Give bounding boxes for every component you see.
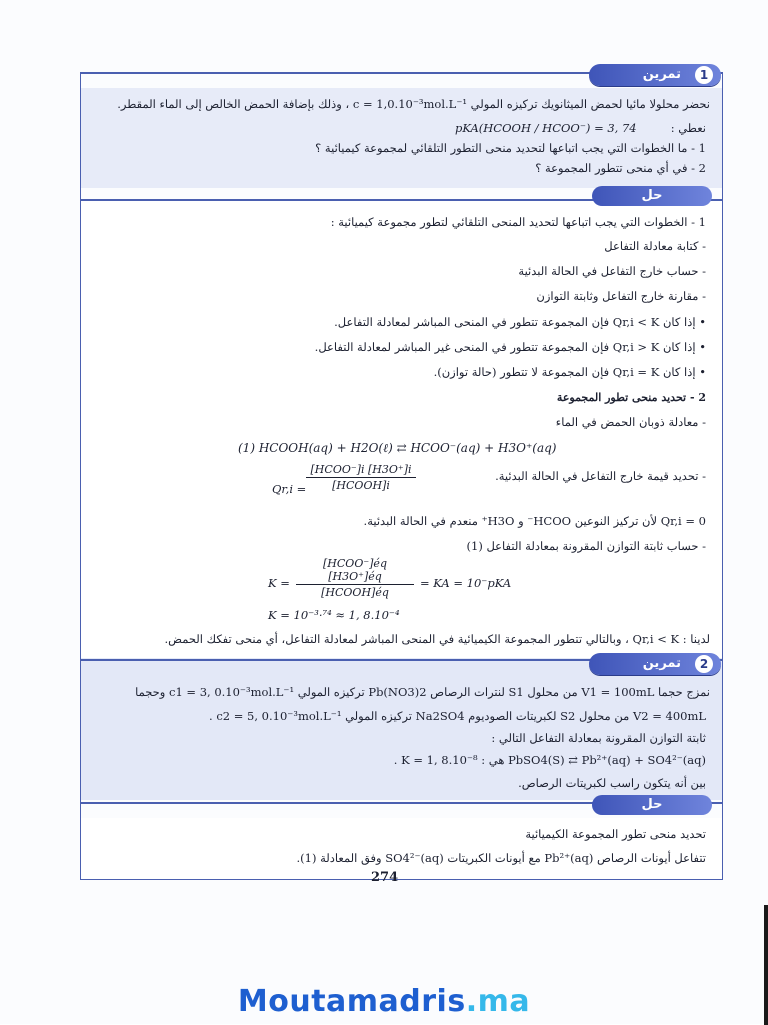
exercise-2-line-5: بين أنه يتكون راسب لكبريتات الرصاص. [518, 776, 706, 790]
exercise-2-badge [589, 653, 721, 675]
solution-2-line-2: تتفاعل أيونات الرصاص Pb²⁺(aq) مع أيونات الكبريتات SO4²⁻(aq) وفق المعادلة (1). [296, 851, 706, 865]
solution-1-line-10: - تحديد قيمة خارج التفاعل في الحالة البدئية. [495, 469, 706, 483]
exercise-1-line-2: نعطي : [670, 121, 706, 135]
solution-1-line-4: - مقارنة خارج التفاعل وثابتة التوازن [536, 289, 706, 303]
exercise-1-given-formula: pKA(HCOOH / HCOO⁻) = 3, 74 [455, 121, 637, 135]
page-number-rule-left [96, 879, 371, 880]
k-value: K = 10⁻³·⁷⁴ ≈ 1, 8.10⁻⁴ [268, 608, 400, 622]
solution-1-line-12: - حساب ثابتة التوازن المقرونة بمعادلة التفاعل (1) [466, 539, 706, 553]
solution-1-conclusion: لدينا : Qr,i < K ، وبالتالي تتطور المجموعة الكيميائية في المنحى المباشر لمعادلة التفاعل، أي منحى تفكك الحمض. [164, 632, 710, 646]
q-initial-denominator: [HCOOH]i [332, 479, 390, 492]
exercise-2-line-3: ثابتة التوازن المقرونة بمعادلة التفاعل التالي : [491, 731, 706, 745]
solution-1-label [592, 186, 712, 206]
exercise-2-number: 2 [695, 655, 713, 673]
solution-2-label-text: حل [641, 797, 663, 812]
solution-1-line-5: • إذا كان Qr,i < K فإن المجموعة تتطور في المنحى المباشر لمعادلة التفاعل. [334, 315, 706, 329]
q-initial-numerator: [HCOO⁻]i [H3O⁺]i [310, 463, 412, 476]
solution-1-label-text: حل [641, 188, 663, 203]
brand-main: Moutamadris [237, 984, 466, 1019]
solution-1-line-11: Qr,i = 0 لأن تركيز النوعين HCOO⁻ و H3O⁺ منعدم في الحالة البدئية. [363, 514, 706, 528]
solution-2-label [592, 795, 712, 815]
solution-2-line-1: تحديد منحى تطور المجموعة الكيميائية [525, 827, 706, 841]
q-initial-lhs: Qr,i = [272, 482, 307, 496]
exercise-1-line-1: نحضر محلولا مائيا لحمض الميثانويك تركيزه المولي c = 1,0.10⁻³mol.L⁻¹ ، وذلك بإضافة الحمض الخالص إلى الماء المقطر. [117, 97, 710, 111]
solution-1-line-1: 1 - الخطوات التي يجب اتباعها لتحديد المنحى التلقائي لتطور مجموعة كيميائية : [330, 215, 706, 229]
solution-1-line-8: 2 - تحديد منحى تطور المجموعة [556, 391, 706, 404]
site-watermark [0, 984, 768, 1019]
solution-1-line-9: - معادلة ذوبان الحمض في الماء [555, 415, 706, 429]
exercise-2-line-2: V2 = 400mL من محلول S2 لكبريتات الصوديوم Na2SO4 تركيزه المولي c2 = 5, 0.10⁻³mol.L⁻¹ . [209, 709, 706, 723]
solution-1-line-6: • إذا كان Qr,i > K فإن المجموعة تتطور في المنحى غير المباشر لمعادلة التفاعل. [314, 340, 706, 354]
k-numerator: [HCOO⁻]éq [H3O⁺]éq [323, 557, 387, 583]
page-number-rule-right [413, 879, 708, 880]
dissolution-equation: (1) HCOOH(aq) + H2O(ℓ) ⇄ HCOO⁻(aq) + H3O⁺(aq) [238, 441, 557, 455]
exercise-1-question-2: 2 - في أي منحى تتطور المجموعة ؟ [535, 161, 706, 175]
exercise-2-line-1: نمزج حجما V1 = 100mL من محلول S1 لنترات الرصاص Pb(NO3)2 تركيزه المولي c1 = 3, 0.10⁻³mol.L⁻¹ وحجما [135, 685, 710, 699]
exercise-1-badge [589, 64, 721, 86]
fraction-bar [306, 477, 416, 478]
solution-1-line-2: - كتابة معادلة التفاعل [604, 239, 706, 253]
exercise-1-question-1: 1 - ما الخطوات التي يجب اتباعها لتحديد منحى التطور التلقائي لمجموعة كيميائية ؟ [315, 141, 706, 155]
exercise-2-line-4: PbSO4(S) ⇄ Pb²⁺(aq) + SO4²⁻(aq) هي : K = 1, 8.10⁻⁸ . [393, 753, 706, 767]
solution-1-line-7: • إذا كان Qr,i = K فإن المجموعة لا تتطور (حالة توازن). [433, 365, 706, 379]
exercise-2-title: تمرين [642, 656, 681, 671]
fraction-bar [296, 584, 414, 585]
k-lhs: K = [268, 576, 290, 590]
k-fraction [296, 557, 414, 599]
k-denominator: [HCOOH]éq [321, 586, 389, 599]
exercise-1-number: 1 [695, 66, 713, 84]
k-rhs: = KA = 10⁻pKA [420, 576, 512, 590]
exercise-1-title: تمرين [642, 67, 681, 82]
solution-1-line-3: - حساب خارج التفاعل في الحالة البدئية [518, 264, 706, 278]
page-number: 274 [371, 870, 399, 885]
q-initial-fraction [306, 463, 416, 492]
brand-tld: .ma [465, 984, 531, 1019]
